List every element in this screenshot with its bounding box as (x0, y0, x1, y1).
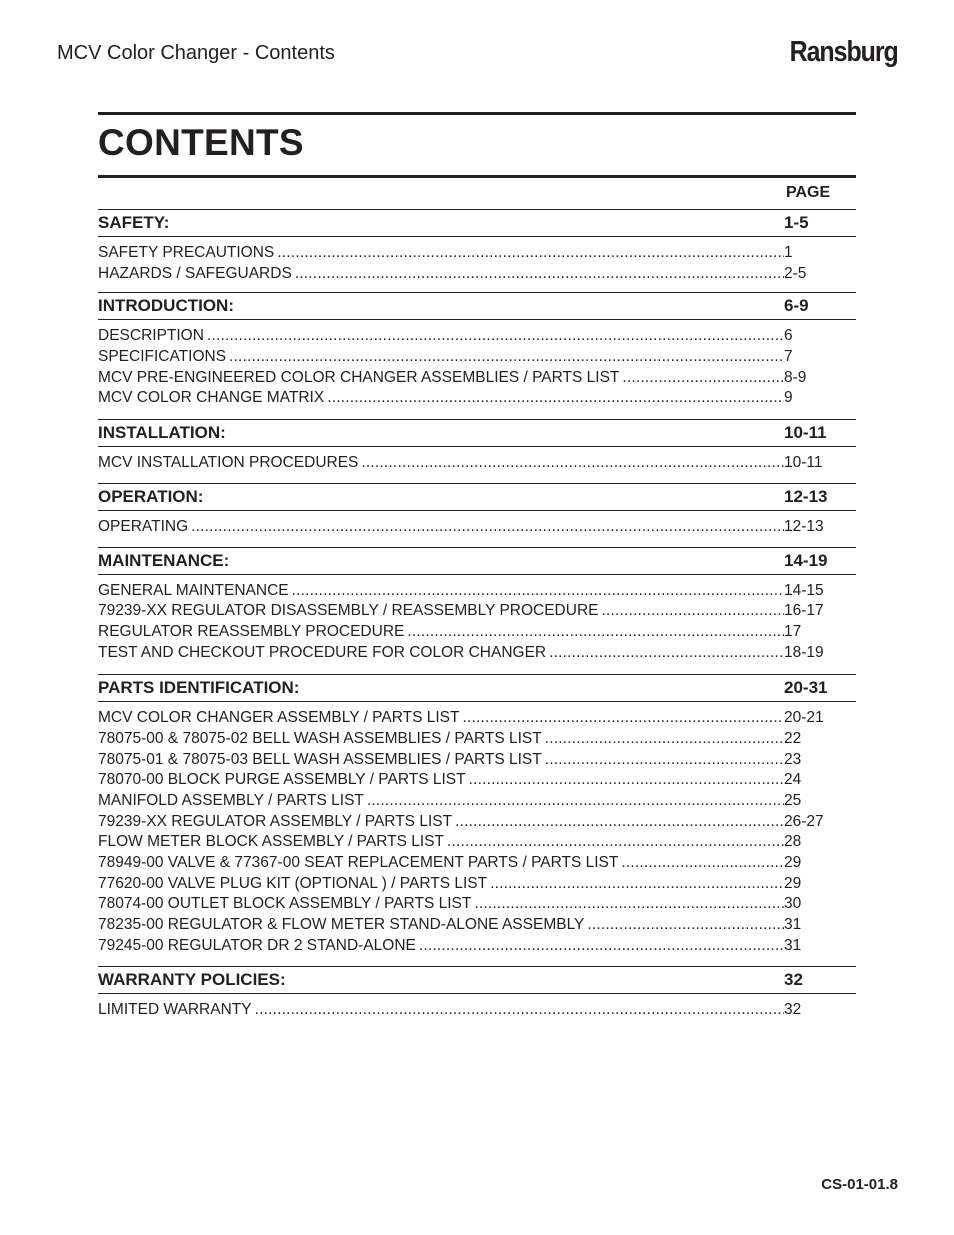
section-heading[interactable] (98, 547, 856, 575)
section-heading[interactable] (98, 674, 856, 702)
entry-label: LIMITED WARRANTY (98, 1000, 252, 1018)
entry-label: 78074-00 OUTLET BLOCK ASSEMBLY / PARTS LIST (98, 895, 472, 913)
dot-leader (542, 750, 784, 771)
page-title: CONTENTS (98, 122, 304, 163)
toc-entry[interactable] (98, 264, 828, 285)
toc-entry[interactable] (98, 347, 828, 368)
dot-leader (546, 643, 784, 664)
section-page-range: 12-13 (784, 486, 828, 506)
entry-label: FLOW METER BLOCK ASSEMBLY / PARTS LIST (98, 833, 444, 851)
section-title: MAINTENANCE: (98, 550, 230, 570)
entry-page: 30 (784, 895, 802, 913)
dot-leader (292, 264, 784, 285)
dot-leader (324, 388, 784, 409)
toc-entry[interactable] (98, 750, 828, 771)
toc-section (98, 674, 856, 962)
entry-page: 29 (784, 874, 802, 892)
entry-label: GENERAL MAINTENANCE (98, 581, 289, 599)
toc-section (98, 419, 856, 480)
toc-entry[interactable] (98, 936, 828, 957)
dot-leader (487, 874, 784, 895)
section-heading[interactable] (98, 209, 856, 237)
toc-entry[interactable] (98, 601, 828, 622)
entry-page: 28 (784, 833, 802, 851)
toc-section (98, 547, 856, 670)
dot-leader (542, 729, 784, 750)
dot-leader (204, 326, 784, 347)
toc-entry[interactable] (98, 1000, 828, 1021)
section-page-range: 10-11 (784, 423, 827, 443)
toc-entry[interactable] (98, 729, 828, 750)
toc-section (98, 966, 856, 1027)
entry-label: 79239-XX REGULATOR DISASSEMBLY / REASSEMBLY PROCEDURE (98, 602, 599, 620)
dot-leader (466, 770, 784, 791)
dot-leader (618, 853, 784, 874)
entry-page: 20-21 (784, 709, 824, 727)
dot-leader (619, 368, 784, 389)
toc-entry[interactable] (98, 791, 828, 812)
entry-label: TEST AND CHECKOUT PROCEDURE FOR COLOR CHANGER (98, 643, 547, 661)
dot-leader (598, 601, 784, 622)
section-heading[interactable] (98, 966, 856, 994)
entry-page: 9 (784, 389, 793, 407)
toc-entry[interactable] (98, 853, 828, 874)
entry-label: HAZARDS / SAFEGUARDS (98, 264, 292, 282)
dot-leader (584, 915, 784, 936)
toc-entry[interactable] (98, 812, 828, 833)
toc-entry[interactable] (98, 453, 828, 474)
entry-page: 17 (784, 622, 802, 640)
entry-label: 79239-XX REGULATOR ASSEMBLY / PARTS LIST (98, 812, 453, 830)
toc-entry[interactable] (98, 894, 828, 915)
dot-leader (416, 936, 784, 957)
entry-page: 8-9 (784, 368, 807, 386)
dot-leader (188, 517, 784, 538)
toc-entry[interactable] (98, 915, 828, 936)
entry-label: 78949-00 VALVE & 77367-00 SEAT REPLACEMENT PARTS / PARTS LIST (98, 854, 619, 872)
entry-label: MCV COLOR CHANGER ASSEMBLY / PARTS LIST (98, 709, 460, 727)
dot-leader (471, 894, 784, 915)
section-title: PARTS IDENTIFICATION: (98, 678, 300, 698)
dot-leader (226, 347, 784, 368)
entry-label: MCV COLOR CHANGE MATRIX (98, 389, 325, 407)
entry-label: SPECIFICATIONS (98, 348, 227, 366)
section-title: INTRODUCTION: (98, 296, 234, 316)
section-entries (98, 511, 856, 544)
section-page-range: 14-19 (784, 550, 828, 570)
document-code: CS-01-01.8 (821, 1176, 898, 1193)
entry-page: 31 (784, 936, 802, 954)
entry-label: OPERATING (98, 517, 189, 535)
entry-label: MANIFOLD ASSEMBLY / PARTS LIST (98, 792, 364, 809)
section-page-range: 32 (784, 969, 803, 989)
header-rule (98, 112, 856, 115)
section-heading[interactable] (98, 419, 856, 447)
entry-label: 79245-00 REGULATOR DR 2 STAND-ALONE (98, 936, 416, 954)
toc-section (98, 292, 856, 415)
entry-page: 14-15 (784, 581, 824, 599)
entry-page: 22 (784, 729, 802, 747)
dot-leader (404, 622, 784, 643)
toc-entry[interactable] (98, 622, 828, 643)
toc-entry[interactable] (98, 368, 828, 389)
entry-label: 78070-00 BLOCK PURGE ASSEMBLY / PARTS LIST (98, 771, 466, 789)
document-title: MCV Color Changer - Contents (57, 42, 335, 64)
section-entries (98, 994, 856, 1027)
section-entries (98, 320, 856, 415)
title-rule (98, 175, 856, 178)
section-page-range: 20-31 (784, 678, 828, 698)
dot-leader (274, 243, 784, 264)
entry-label: SAFETY PRECAUTIONS (98, 244, 275, 261)
dot-leader (364, 791, 784, 812)
toc-entry[interactable] (98, 581, 828, 602)
entry-page: 32 (784, 1000, 802, 1018)
dot-leader (358, 453, 784, 474)
section-heading[interactable] (98, 292, 856, 320)
entry-page: 2-5 (784, 264, 807, 282)
section-title: WARRANTY POLICIES: (98, 969, 286, 989)
toc-section (98, 483, 856, 544)
dot-leader (459, 708, 784, 729)
entry-label: MCV INSTALLATION PROCEDURES (98, 454, 359, 472)
entry-page: 1 (784, 244, 793, 261)
section-entries (98, 237, 856, 290)
section-entries (98, 702, 856, 962)
toc-entry[interactable] (98, 326, 828, 347)
entry-page: 29 (784, 854, 802, 872)
section-page-range: 6-9 (784, 296, 809, 316)
toc-entry[interactable] (98, 708, 828, 729)
dot-leader (252, 1000, 784, 1021)
entry-label: 77620-00 VALVE PLUG KIT (OPTIONAL ) / PARTS LIST (98, 874, 488, 892)
table-of-contents (98, 209, 856, 1026)
entry-page: 18-19 (784, 643, 824, 661)
toc-section (98, 209, 856, 290)
dot-leader (289, 581, 784, 602)
entry-label: 78075-00 & 78075-02 BELL WASH ASSEMBLIES / PARTS LIST (98, 729, 542, 747)
entry-label: 78235-00 REGULATOR & FLOW METER STAND-ALONE ASSEMBLY (98, 916, 585, 934)
entry-page: 26-27 (784, 812, 824, 830)
section-page-range: 1-5 (784, 213, 809, 232)
brand-logo: Ransburg (789, 36, 898, 68)
entry-page: 16-17 (784, 602, 824, 620)
entry-page: 23 (784, 750, 802, 768)
entry-page: 7 (784, 348, 793, 366)
entry-page: 6 (784, 327, 793, 345)
toc-entry[interactable] (98, 517, 828, 538)
entry-page: 10-11 (784, 454, 823, 472)
page-column-label: PAGE (786, 184, 831, 201)
section-entries (98, 447, 856, 480)
entry-label: MCV PRE-ENGINEERED COLOR CHANGER ASSEMBLIES / PARTS LIST (98, 368, 620, 386)
toc-entry[interactable] (98, 643, 828, 664)
toc-entry[interactable] (98, 770, 828, 791)
entry-page: 25 (784, 792, 802, 809)
toc-entry[interactable] (98, 388, 828, 409)
toc-entry[interactable] (98, 832, 828, 853)
section-title: INSTALLATION: (98, 423, 226, 443)
entry-label: REGULATOR REASSEMBLY PROCEDURE (98, 622, 405, 640)
toc-entry[interactable] (98, 243, 828, 264)
section-heading[interactable] (98, 483, 856, 511)
entry-label: 78075-01 & 78075-03 BELL WASH ASSEMBLIES / PARTS LIST (98, 750, 542, 768)
entry-label: DESCRIPTION (98, 327, 204, 345)
dot-leader (452, 812, 784, 833)
toc-entry[interactable] (98, 874, 828, 895)
section-title: SAFETY: (98, 213, 170, 232)
section-entries (98, 575, 856, 670)
dot-leader (444, 832, 784, 853)
entry-page: 24 (784, 771, 802, 789)
section-title: OPERATION: (98, 486, 204, 506)
entry-page: 31 (784, 916, 802, 934)
entry-page: 12-13 (784, 517, 824, 535)
